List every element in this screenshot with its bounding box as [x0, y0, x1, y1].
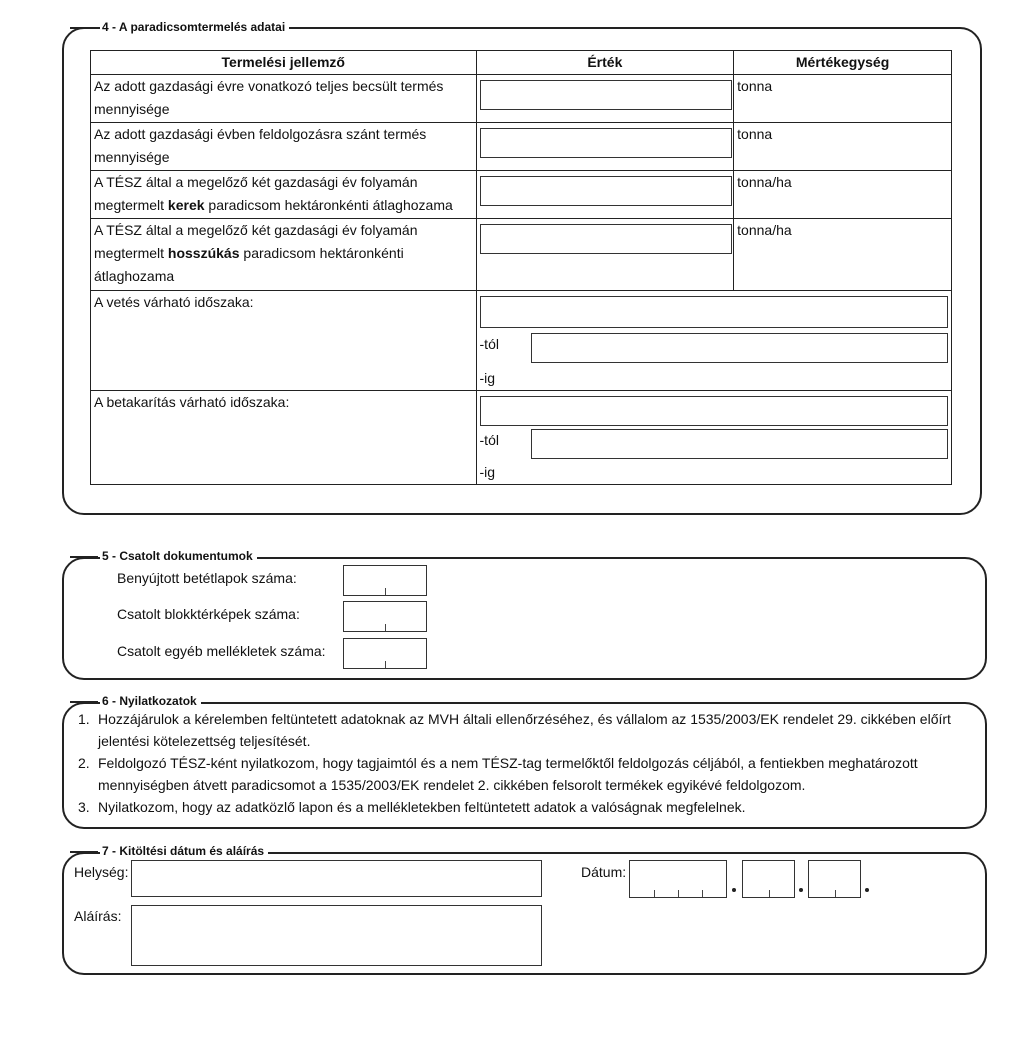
- section-5-legend: 5 - Csatolt dokumentumok: [100, 549, 257, 563]
- row-long-tomato-yield: A TÉSZ által a megelőző két gazdasági év folyamán megtermelt hosszúkás paradicsom hektáronkénti átlaghozama: [91, 219, 477, 291]
- attached-sheets-label: Benyújtott betétlapok száma:: [117, 570, 297, 586]
- signature-input[interactable]: [131, 905, 542, 966]
- section-7-legend: 7 - Kitöltési dátum és aláírás: [100, 844, 268, 858]
- row-round-tomato-yield: A TÉSZ által a megelőző két gazdasági év folyamán megtermelt kerek paradicsom hektáronkénti átlaghozama: [91, 171, 477, 219]
- row-processing-yield: Az adott gazdasági évben feldolgozásra szánt termés mennyisége: [91, 123, 477, 171]
- date-separator-3: [865, 888, 869, 892]
- other-attachments-input[interactable]: [343, 638, 427, 669]
- row-total-yield: Az adott gazdasági évre vonatkozó teljes becsült termés mennyisége: [91, 75, 477, 123]
- harvest-to-label: -ig: [479, 464, 496, 480]
- place-input[interactable]: [131, 860, 542, 897]
- total-yield-input[interactable]: [480, 80, 732, 110]
- unit-round-tomato: tonna/ha: [734, 171, 952, 219]
- signature-label: Aláírás:: [74, 908, 122, 924]
- block-maps-input[interactable]: [343, 601, 427, 632]
- long-tomato-yield-input[interactable]: [480, 224, 732, 254]
- row-harvest-period: A betakarítás várható időszaka:: [91, 391, 477, 485]
- attached-sheets-input[interactable]: [343, 565, 427, 596]
- declaration-1: 1. Hozzájárulok a kérelemben feltüntetett adatoknak az MVH általi ellenőrzéséhez, és vállalom az 1535/2003/EK rendelet 29. cikkében előírt jelentési kötelezettség teljesítését.: [78, 711, 951, 749]
- header-unit: Mértékegység: [734, 51, 952, 75]
- production-table: [90, 50, 952, 485]
- other-attachments-label: Csatolt egyéb mellékletek száma:: [117, 643, 326, 659]
- date-year-input[interactable]: [629, 860, 727, 898]
- header-value: Érték: [476, 51, 734, 75]
- date-day-input[interactable]: [808, 860, 861, 898]
- harvest-from-input[interactable]: [480, 396, 948, 426]
- date-label: Dátum:: [581, 864, 627, 880]
- header-characteristic: Termelési jellemző: [91, 51, 477, 75]
- processing-yield-input[interactable]: [480, 128, 732, 158]
- unit-processing-yield: tonna: [734, 123, 952, 171]
- date-separator-2: [799, 888, 803, 892]
- row-sowing-period: A vetés várható időszaka:: [91, 291, 477, 391]
- declarations-list: [78, 708, 978, 818]
- date-month-input[interactable]: [742, 860, 795, 898]
- place-label: Helység:: [74, 864, 129, 880]
- section-6-legend: 6 - Nyilatkozatok: [100, 694, 201, 708]
- date-separator-1: [732, 888, 736, 892]
- sowing-from-label: -tól: [479, 336, 499, 352]
- sowing-to-input[interactable]: [531, 333, 948, 363]
- round-tomato-yield-input[interactable]: [480, 176, 732, 206]
- section-4-legend: 4 - A paradicsomtermelés adatai: [100, 20, 289, 34]
- harvest-to-input[interactable]: [531, 429, 948, 459]
- sowing-to-label: -ig: [479, 370, 496, 386]
- declaration-3: 3. Nyilatkozom, hogy az adatközlő lapon és a mellékletekben feltüntetett adatok a valóságnak megfelelnek.: [78, 799, 746, 815]
- unit-total-yield: tonna: [734, 75, 952, 123]
- sowing-from-input[interactable]: [480, 296, 948, 328]
- unit-long-tomato: tonna/ha: [734, 219, 952, 291]
- block-maps-label: Csatolt blokktérképek száma:: [117, 606, 300, 622]
- declaration-2: 2. Feldolgozó TÉSZ-ként nyilatkozom, hogy tagjaimtól és a nem TÉSZ-tag termelőktől feldolgozás céljából, a fentiekben meghatározott mennyiségben átvett paradicsomot a 1535/2003/EK rendelet 2. cikkében felsorolt termékek egyikévé feldolgozom.: [78, 755, 918, 793]
- harvest-from-label: -tól: [479, 432, 499, 448]
